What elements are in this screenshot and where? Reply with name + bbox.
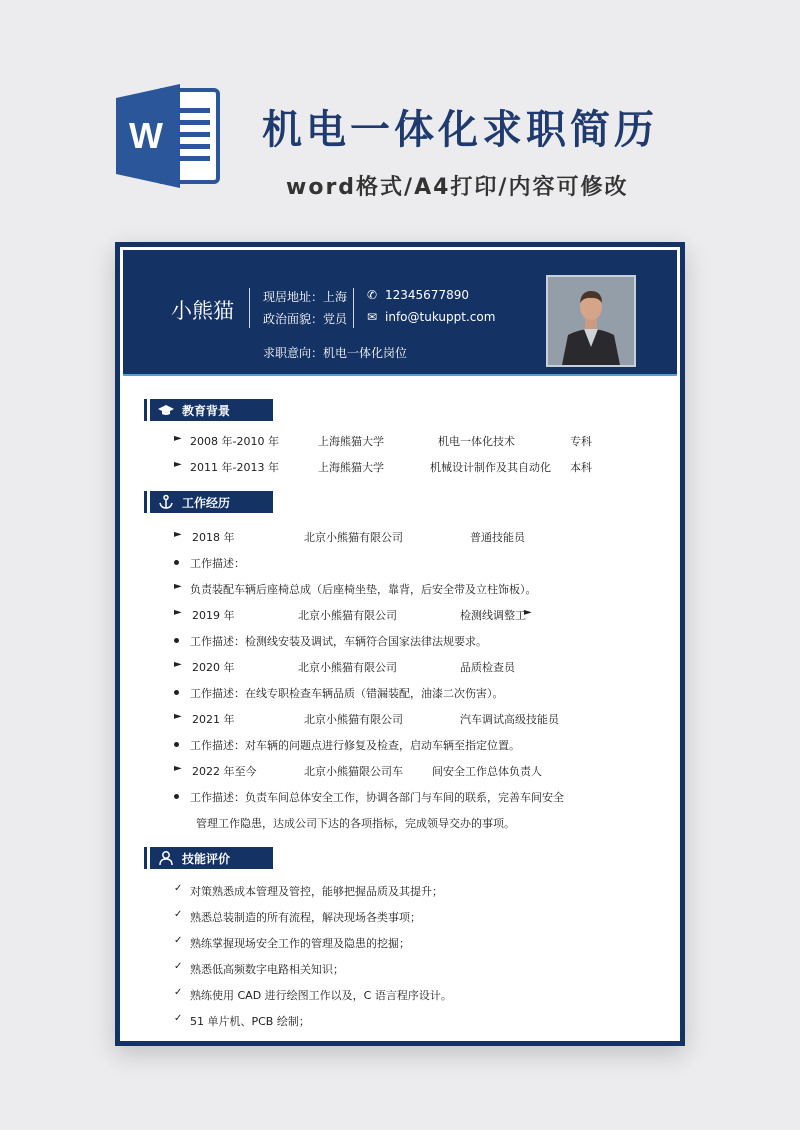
education-period: 2011 年-2013 年: [190, 461, 279, 474]
skill-item: 熟练掌握现场安全工作的管理及隐患的挖掘；: [190, 937, 410, 950]
skill-item: 熟练使用 CAD 进行绘图工作以及，C 语言程序设计。: [190, 989, 452, 1002]
education-school: 上海熊猫大学: [318, 461, 384, 474]
objective-text: 求职意向：机电一体化岗位: [263, 346, 408, 360]
banner-subtitle: word格式/A4打印/内容可修改: [286, 175, 629, 200]
work-period: 2018 年: [192, 531, 235, 544]
education-major: 机械设计制作及其自动化: [430, 461, 551, 474]
skills-section-header: [150, 847, 273, 869]
education-school: 上海熊猫大学: [318, 435, 384, 448]
check-icon: ✓: [174, 883, 183, 894]
work-period: 2019 年: [192, 609, 235, 622]
work-role: 汽车调试高级技能员: [460, 713, 559, 726]
check-icon: ✓: [174, 987, 183, 998]
education-section-header: [150, 399, 273, 421]
skills-title: 技能评价: [182, 852, 231, 866]
work-company: 北京小熊猫有限公司: [298, 609, 397, 622]
work-role: 检测线调整工: [460, 609, 526, 622]
work-company: 北京小熊猫有限公司: [304, 531, 403, 544]
user-icon: [158, 850, 174, 866]
arrow-icon: ►: [174, 607, 182, 618]
work-period: 2020 年: [192, 661, 235, 674]
arrow-icon: ►: [174, 763, 182, 774]
candidate-name: 小熊猫: [171, 299, 234, 323]
word-logo-icon: [116, 84, 224, 188]
word-logo-letter: W: [129, 115, 163, 156]
check-icon: ✓: [174, 1013, 183, 1024]
education-degree: 专科: [570, 435, 592, 448]
work-company: 北京小熊猫有限公司: [304, 713, 403, 726]
profile-photo: [546, 275, 636, 367]
work-company: 北京小熊猫限公司车: [304, 765, 403, 778]
resume-header: [123, 250, 677, 376]
anchor-icon: [158, 494, 174, 510]
politics-text: 政治面貌：党员: [263, 312, 348, 326]
arrow-icon: ►: [174, 711, 182, 722]
work-role: 品质检查员: [460, 661, 515, 674]
arrow-icon: ►: [524, 607, 532, 618]
address-text: 现居地址：上海: [263, 290, 348, 304]
bullet-dot: [174, 560, 179, 565]
bullet-dot: [174, 742, 179, 747]
email-text: info@tukuppt.com: [385, 310, 496, 324]
work-description: 工作描述：负责车间总体安全工作，协调各部门与车间的联系，完善车间安全: [190, 791, 564, 804]
work-role: 间安全工作总体负责人: [432, 765, 542, 778]
mail-icon: ✉: [367, 310, 378, 324]
banner-title: 机电一体化求职简历: [262, 107, 658, 153]
bullet-dot: [174, 638, 179, 643]
bullet-dot: [174, 690, 179, 695]
work-title: 工作经历: [182, 496, 231, 510]
work-company: 北京小熊猫有限公司: [298, 661, 397, 674]
arrow-icon: ►: [174, 659, 182, 670]
header-divider: [249, 288, 250, 328]
check-icon: ✓: [174, 935, 183, 946]
work-description: 工作描述：: [190, 557, 245, 570]
check-icon: ✓: [174, 961, 183, 972]
phone-icon: ✆: [367, 288, 378, 302]
work-description: 工作描述：检测线安装及调试，车辆符合国家法律法规要求。: [190, 635, 487, 648]
graduation-cap-icon: [158, 402, 174, 418]
bullet-dot: [174, 794, 179, 799]
work-description: 工作描述：在线专职检查车辆品质（错漏装配，油漆二次伤害）。: [190, 687, 504, 700]
work-description: 管理工作隐患，达成公司下达的各项指标，完成领导交办的事项。: [196, 817, 515, 830]
education-period: 2008 年-2010 年: [190, 435, 279, 448]
check-icon: ✓: [174, 909, 183, 920]
skill-item: 熟悉总装制造的所有流程，解决现场各类事项；: [190, 911, 421, 924]
education-title: 教育背景: [182, 404, 231, 418]
arrow-icon: ►: [174, 581, 182, 592]
work-period: 2021 年: [192, 713, 235, 726]
header-divider-2: [353, 288, 354, 328]
work-period: 2022 年至今: [192, 765, 257, 778]
work-description: 负责装配车辆后座椅总成（后座椅坐垫，靠背，后安全带及立柱饰板）。: [190, 583, 537, 596]
arrow-icon: ►: [174, 529, 182, 540]
work-section-header: [150, 491, 273, 513]
arrow-icon: ►: [174, 459, 182, 470]
work-role: 普通技能员: [470, 531, 525, 544]
education-degree: 本科: [570, 461, 592, 474]
phone-text: 12345677890: [385, 288, 469, 302]
work-description: 工作描述：对车辆的问题点进行修复及检查，启动车辆至指定位置。: [190, 739, 520, 752]
resume-paper: [115, 242, 685, 1046]
arrow-icon: ►: [174, 433, 182, 444]
skill-item: 对策熟悉成本管理及管控，能够把握品质及其提升；: [190, 885, 443, 898]
skill-item: 熟悉低高频数字电路相关知识；: [190, 963, 344, 976]
skill-item: 51 单片机、PCB 绘制；: [190, 1015, 310, 1028]
education-major: 机电一体化技术: [438, 435, 515, 448]
